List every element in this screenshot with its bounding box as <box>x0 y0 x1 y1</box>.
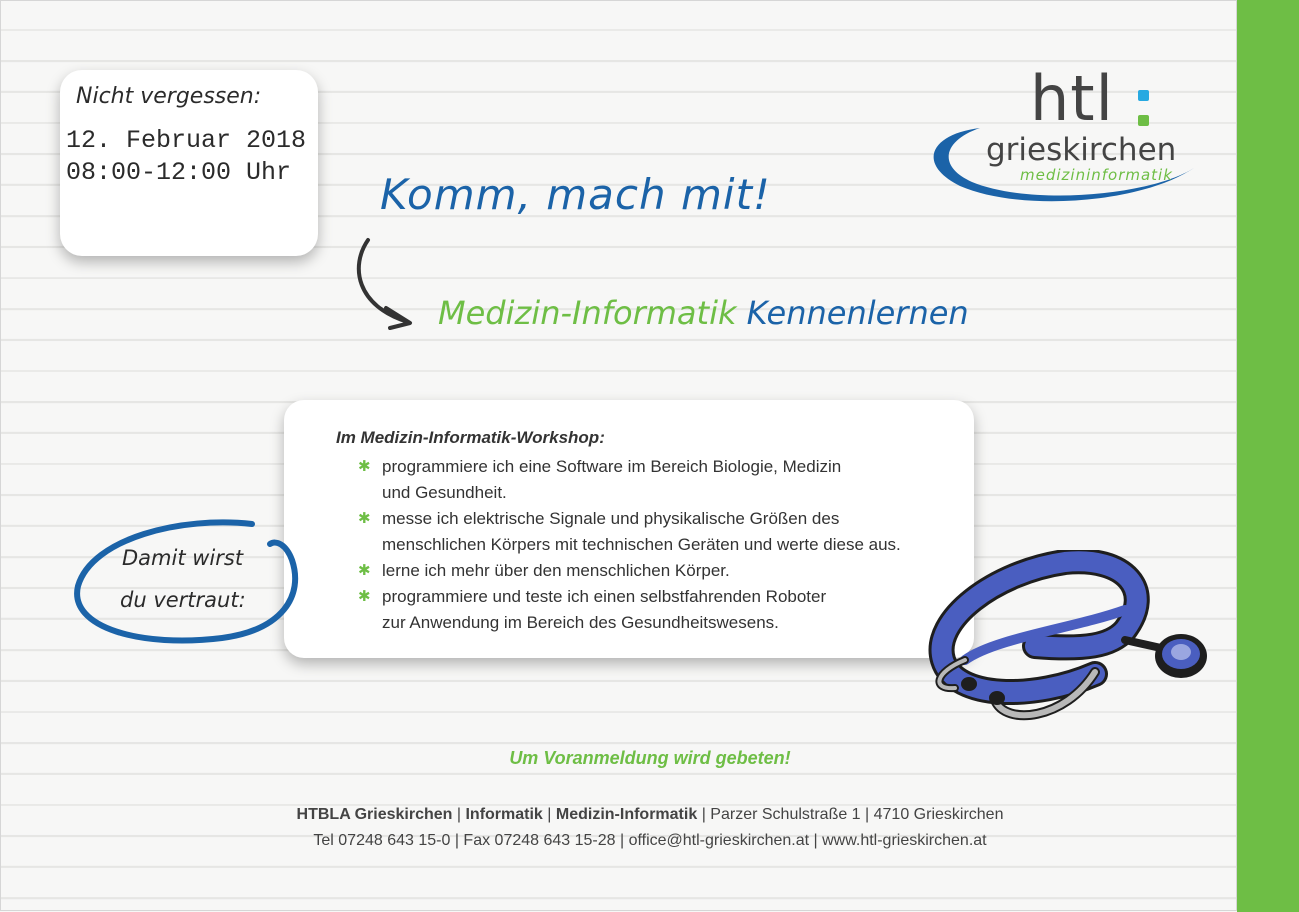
list-item <box>358 558 958 584</box>
curved-arrow-icon <box>350 236 430 336</box>
list-item <box>358 584 958 636</box>
list-item-line1: programmiere ich eine Software im Bereich Biologie, Medizin <box>382 457 842 476</box>
list-item-line2: zur Anwendung im Bereich des Gesundheitswesens. <box>382 613 779 632</box>
list-item <box>358 454 958 506</box>
footer-address: Parzer Schulstraße 1 | 4710 Grieskirchen <box>710 806 1004 823</box>
subline <box>438 294 969 332</box>
stethoscope-icon <box>925 550 1225 730</box>
subline-green: Medizin-Informatik <box>438 294 737 332</box>
preregistration-note: Um Voranmeldung wird gebeten! <box>509 748 791 768</box>
list-item <box>358 506 958 558</box>
event-date: 12. Februar 2018 <box>66 126 307 155</box>
footer-separator: | <box>701 806 706 823</box>
asterisk-icon: ✱ <box>358 510 371 527</box>
list-item-line1: messe ich elektrische Signale und physikalische Größen des <box>382 509 840 528</box>
logo-htl-text: htl <box>1030 62 1114 135</box>
asterisk-icon: ✱ <box>358 562 371 579</box>
footer-department-informatik: Informatik <box>465 806 543 823</box>
logo-school-name: grieskirchen <box>986 132 1177 168</box>
asterisk-icon: ✱ <box>358 458 371 475</box>
school-logo <box>920 62 1200 210</box>
footer-department-medizin: Medizin-Informatik <box>555 806 698 823</box>
list-item-line1: programmiere und teste ich einen selbstfahrenden Roboter <box>382 587 827 606</box>
asterisk-icon: ✱ <box>358 588 371 605</box>
workshop-card <box>284 400 974 658</box>
oval-text-line2: du vertraut: <box>120 588 246 612</box>
workshop-list <box>358 454 958 636</box>
footer-contact-line: Tel 07248 643 15-0 | Fax 07248 643 15-28 | office@htl-grieskirchen.at | www.htl-grieskirchen.at <box>313 832 987 849</box>
reminder-note <box>60 70 318 256</box>
footer-school-name: HTBLA Grieskirchen <box>296 806 453 823</box>
list-item-line2: menschlichen Körpers mit technischen Geräten und werte diese aus. <box>382 535 901 554</box>
footer-separator: | <box>547 806 552 823</box>
subline-blue: Kennenlernen <box>746 294 969 332</box>
green-side-bar <box>1237 0 1299 912</box>
oval-text-line1: Damit wirst <box>122 546 244 570</box>
workshop-heading: Im Medizin-Informatik-Workshop: <box>336 428 605 447</box>
hand-drawn-oval-icon <box>72 516 308 656</box>
list-item-line1: lerne ich mehr über den menschlichen Körper. <box>382 561 730 580</box>
headline: Komm, mach mit! <box>380 170 771 219</box>
footer-separator: | <box>456 806 462 823</box>
reminder-title: Nicht vergessen: <box>76 84 262 109</box>
list-item-line2: und Gesundheit. <box>382 483 507 502</box>
footer-address-line <box>0 806 1299 824</box>
logo-department: medizininformatik <box>1020 166 1173 184</box>
event-time: 08:00-12:00 Uhr <box>66 158 292 187</box>
